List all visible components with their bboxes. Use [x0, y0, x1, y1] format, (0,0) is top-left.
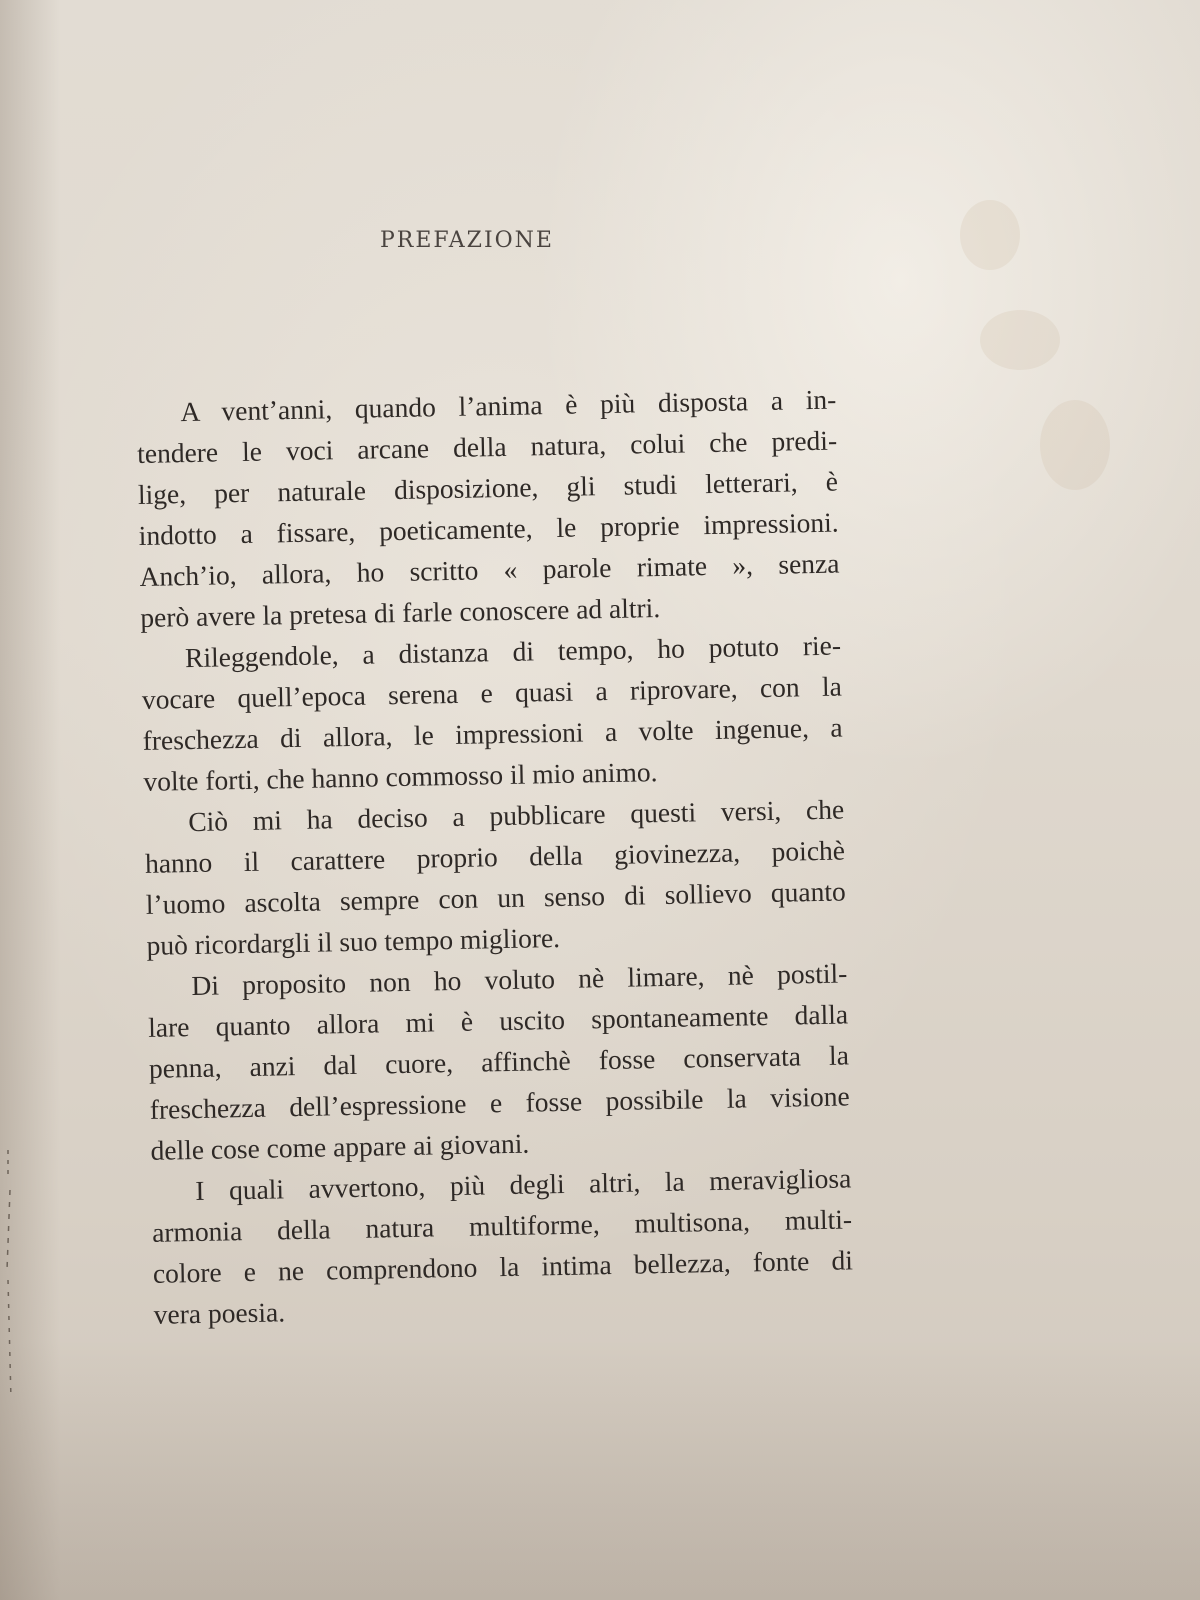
text-line: Ciò mi ha deciso a pubblicare questi versi, che — [187, 793, 845, 838]
binding-stitches — [2, 1150, 16, 1400]
text-line: hanno il carattere proprio della giovinezza, poichè — [144, 834, 846, 879]
paper-stain — [980, 310, 1060, 370]
text-line: volte forti, che hanno commosso il mio animo. — [143, 756, 658, 797]
text-line: A vent’anni, quando l’anima è più disposta a in- — [180, 383, 837, 428]
text-line: può ricordargli il suo tempo migliore. — [146, 921, 561, 961]
text-line: lige, per naturale disposizione, gli studi letterari, è — [137, 465, 839, 510]
paragraph — [151, 1157, 854, 1334]
text-line: vocare quell’epoca serena e quasi a riprovare, con la — [141, 670, 843, 715]
text-line: delle cose come appare ai giovani. — [150, 1127, 530, 1166]
text-line: colore e ne comprendono la intima bellezza, fonte di — [152, 1244, 854, 1289]
page-bottom-shadow — [0, 1340, 1200, 1600]
text-line: I quali avvertono, più degli altri, la meravigliosa — [195, 1162, 852, 1207]
preface-body — [136, 379, 854, 1335]
paper-stain — [1040, 400, 1110, 490]
text-line: tendere le voci arcane della natura, colui che predi- — [136, 424, 838, 469]
text-line: indotto a fissare, poeticamente, le proprie impressioni. — [138, 506, 839, 551]
page-title: PREFAZIONE — [380, 228, 554, 253]
text-line: Rileggendole, a distanza di tempo, ho potuto rie- — [184, 629, 842, 674]
text-line: freschezza di allora, le impressioni a volte ingenue, a — [142, 711, 843, 756]
text-line: freschezza dell’espressione e fosse possibile la visione — [149, 1080, 850, 1125]
text-line: vera poesia. — [153, 1296, 286, 1330]
text-line: armonia della natura multiforme, multisona, multi- — [151, 1203, 853, 1248]
text-line: Di proposito non ho voluto nè limare, nè postil- — [191, 957, 848, 1002]
paragraph — [141, 625, 844, 802]
text-line: penna, anzi dal cuore, affinchè fosse conservata la — [148, 1039, 850, 1084]
text-line: Anch’io, allora, ho scritto « parole rimate », senza — [139, 547, 840, 592]
paragraph — [147, 952, 851, 1170]
text-line: però avere la pretesa di farle conoscere ad altri. — [140, 591, 661, 633]
paper-stain — [960, 200, 1020, 270]
text-line: l’uomo ascolta sempre con un senso di sollievo quanto — [145, 875, 847, 920]
paragraph — [136, 379, 841, 638]
text-line: lare quanto allora mi è uscito spontaneamente dalla — [147, 998, 849, 1043]
paragraph — [144, 788, 847, 965]
